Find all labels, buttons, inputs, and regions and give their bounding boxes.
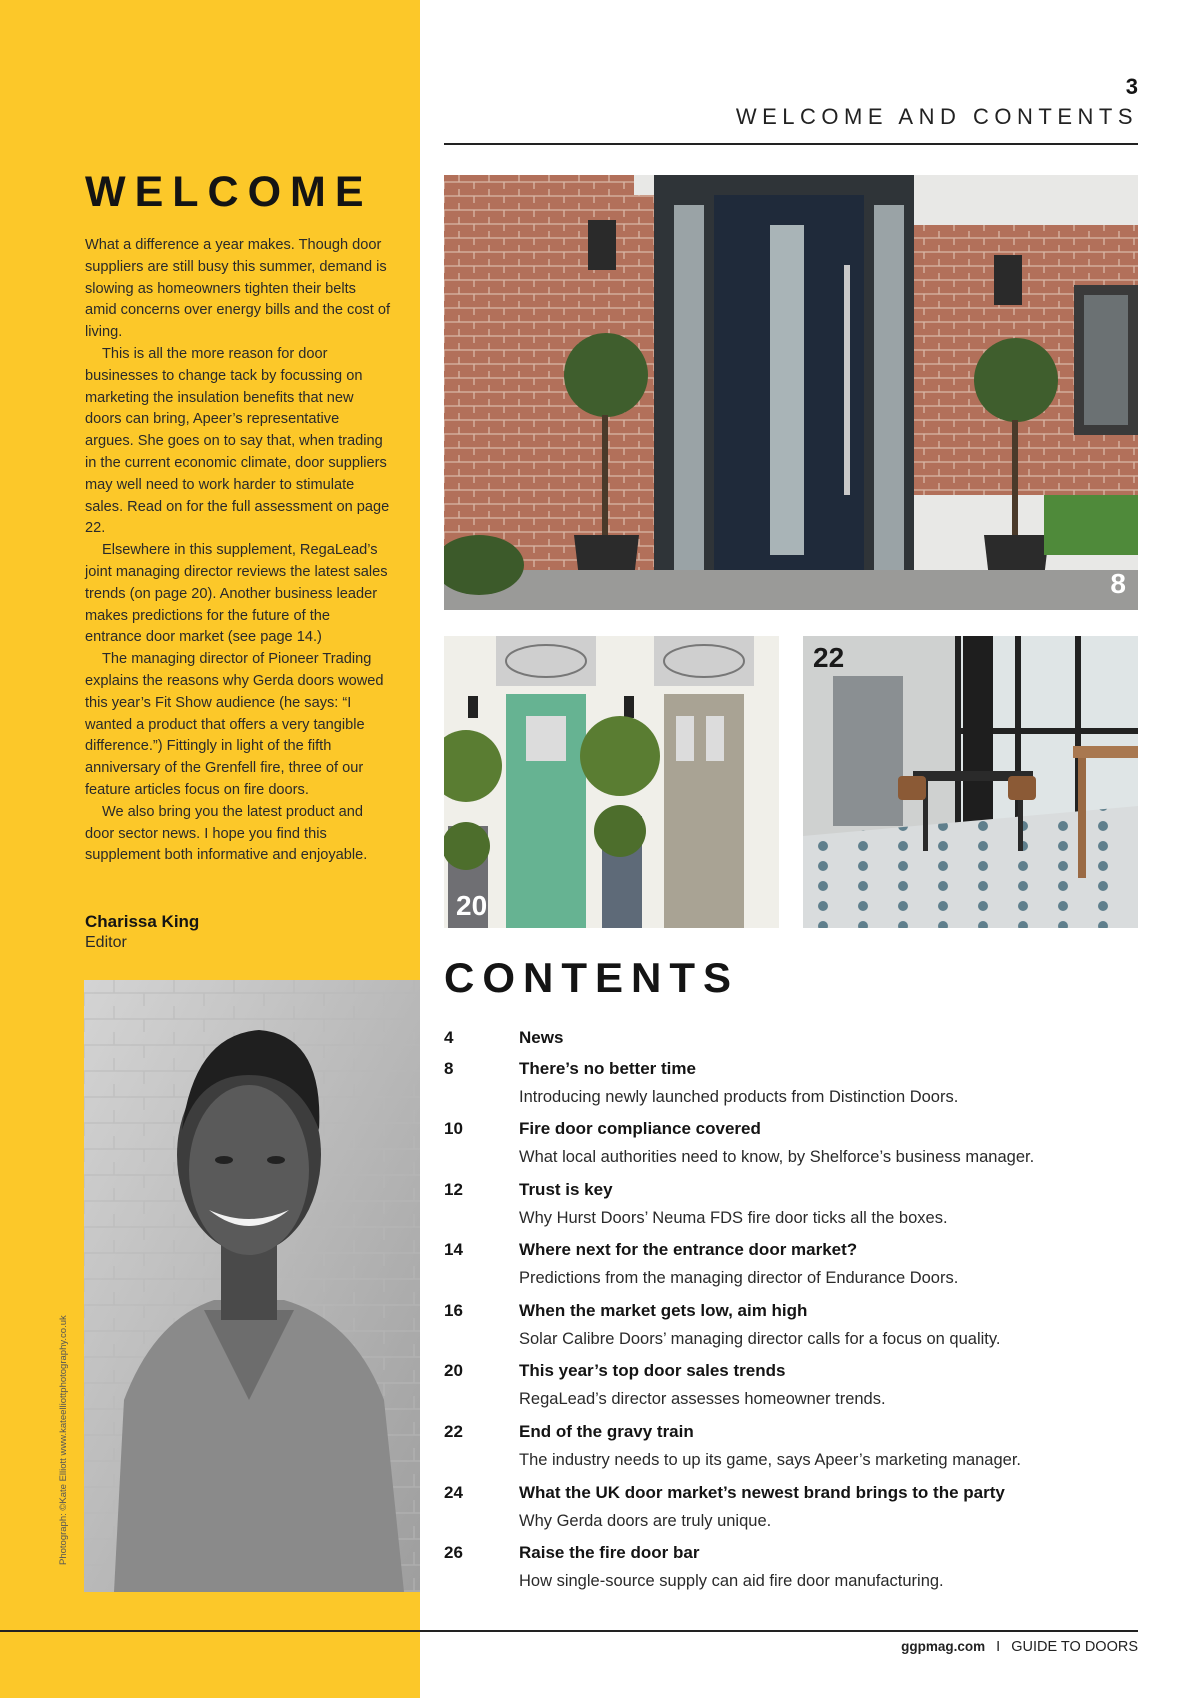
welcome-paragraph: The managing director of Pioneer Trading explains the reasons why Gerda doors wowed this year’s Fit Show audience (he says: “I wanted a product that offers a very tangible difference.”) Fittingly in light of the fifth anniversary of the Grenfell fire, three of our feature articles focus on fire doors. [85, 651, 384, 798]
editor-role: Editor [85, 934, 127, 951]
contents-entry-title: End of the gravy train [519, 1422, 694, 1442]
contents-page-number: 16 [444, 1300, 463, 1320]
contents-entry-title: When the market gets low, aim high [519, 1300, 808, 1320]
contents-page-number: 22 [444, 1422, 463, 1442]
contents-entry-description: Why Hurst Doors’ Neuma FDS fire door ticks all the boxes. [519, 1208, 948, 1227]
contents-entry[interactable] [444, 1237, 1144, 1298]
contents-entry-description: Solar Calibre Doors’ managing director calls for a focus on quality. [519, 1329, 1001, 1348]
header-divider [444, 143, 1138, 145]
contents-entry-title: This year’s top door sales trends [519, 1361, 786, 1381]
section-title: WELCOME AND CONTENTS [735, 104, 1138, 129]
doors-image [444, 636, 779, 928]
room-illustration [803, 636, 1138, 928]
welcome-heading: WELCOME [85, 168, 373, 216]
contents-entry-description: How single-source supply can aid fire door manufacturing. [519, 1572, 944, 1591]
welcome-paragraph: This is all the more reason for door businesses to change tack by focussing on marketing the insulation benefits that new doors can bring, Apeer’s representative argues. She goes on to say that, when trading in the current economic climate, door suppliers may well need to work harder to stimulate sales. Read on for the full assessment on page 22. [85, 345, 390, 537]
footer-publication: GUIDE TO DOORS [1011, 1639, 1138, 1655]
contents-entry-title: What the UK door market’s newest brand brings to the party [519, 1482, 1005, 1502]
page-ref-badge: 8 [1110, 568, 1126, 599]
front-door-illustration [444, 175, 1138, 610]
contents-page-number: 26 [444, 1543, 463, 1563]
contents-page-number: 8 [444, 1058, 454, 1078]
contents-list [444, 1025, 1144, 1601]
welcome-paragraph: What a difference a year makes. Though door suppliers are still busy this summer, demand is slowing as homeowners tighten their belts amid concerns over energy bills and the cost of living. [85, 237, 391, 341]
contents-page-number: 24 [444, 1482, 463, 1502]
contents-entry[interactable] [444, 1419, 1144, 1480]
contents-entry-title: Trust is key [519, 1179, 613, 1199]
page-ref-badge: 20 [456, 890, 488, 921]
welcome-paragraph: Elsewhere in this supplement, RegaLead’s joint managing director reviews the latest sales trends (on page 20). Another business leader makes predictions for the future of the entrance door market (see page 14.) [85, 542, 388, 646]
contents-page-number: 20 [444, 1361, 463, 1381]
contents-entry[interactable] [444, 1177, 1144, 1238]
contents-entry-description: RegaLead’s director assesses homeowner trends. [519, 1390, 886, 1409]
welcome-body [85, 235, 390, 867]
contents-page-number: 10 [444, 1119, 463, 1139]
doors-illustration [444, 636, 779, 928]
contents-entry[interactable] [444, 1480, 1144, 1541]
contents-entry-description: Introducing newly launched products from Distinction Doors. [519, 1087, 959, 1106]
contents-entry-description: The industry needs to up its game, says Apeer’s marketing manager. [519, 1451, 1021, 1470]
welcome-paragraph: We also bring you the latest product and door sector news. I hope you find this supplement both informative and enjoyable. [85, 803, 368, 864]
footer-divider [0, 1630, 1138, 1632]
footer-site-link[interactable]: ggpmag.com [901, 1639, 986, 1654]
contents-page-number: 12 [444, 1179, 463, 1199]
contents-entry-title: There’s no better time [519, 1058, 696, 1078]
contents-entry-description: What local authorities need to know, by Shelforce’s business manager. [519, 1148, 1035, 1167]
contents-heading: CONTENTS [444, 954, 739, 1001]
photo-credit: Photograph: ©Kate Elliott www.kateelliottphotography.co.uk [58, 1315, 69, 1565]
editor-portrait-illustration [84, 980, 420, 1592]
contents-entry-description: Predictions from the managing director of Endurance Doors. [519, 1269, 959, 1288]
contents-entry[interactable] [444, 1358, 1144, 1419]
contents-entry[interactable] [444, 1540, 1144, 1601]
editor-name: Charissa King [85, 912, 200, 931]
contents-page-number: 14 [444, 1240, 463, 1260]
hero-door-image [444, 175, 1138, 610]
footer [901, 1639, 1138, 1655]
contents-entry-title: Fire door compliance covered [519, 1119, 761, 1139]
contents-entry[interactable] [444, 1298, 1144, 1359]
editor-portrait [84, 980, 420, 1592]
page-number: 3 [1125, 74, 1138, 99]
contents-entry-title: Raise the fire door bar [519, 1543, 700, 1563]
contents-entry[interactable] [444, 1116, 1144, 1177]
contents-entry-description: Why Gerda doors are truly unique. [519, 1511, 772, 1530]
contents-entry[interactable] [444, 1025, 1144, 1056]
room-image [803, 636, 1138, 928]
contents-entry[interactable] [444, 1056, 1144, 1117]
contents-page-number: 4 [444, 1028, 454, 1047]
contents-entry-title: News [519, 1028, 564, 1047]
footer-separator: I [996, 1639, 1001, 1655]
contents-entry-title: Where next for the entrance door market? [519, 1240, 858, 1260]
page-ref-badge: 22 [813, 642, 845, 673]
